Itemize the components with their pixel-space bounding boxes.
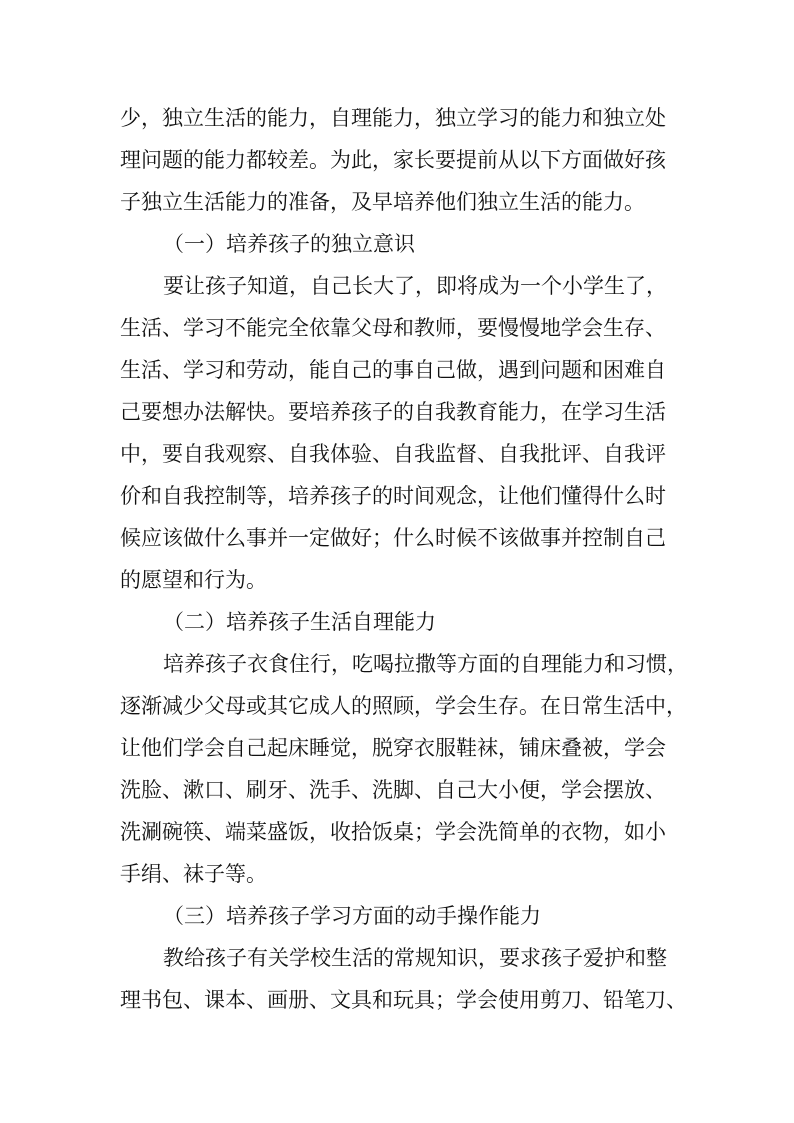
text-line: 候应该做什么事并一定做好；什么时候不该做事并控制自己 (120, 526, 666, 550)
text-line: 生活、学习和劳动，能自己的事自己做，遇到问题和困难自 (120, 358, 666, 382)
section-heading-2: （二）培养孩子生活自理能力 (163, 610, 436, 634)
text-line: 逐渐减少父母或其它成人的照顾，学会生存。在日常生活中， (120, 694, 687, 718)
text-line: 培养孩子衣食住行，吃喝拉撒等方面的自理能力和习惯， (163, 652, 688, 676)
text-line: 生活、学习不能完全依靠父母和教师，要慢慢地学会生存、 (120, 316, 666, 340)
text-line: 洗涮碗筷、端菜盛饭，收拾饭桌；学会洗简单的衣物，如小 (120, 820, 666, 844)
text-line: 己要想办法解快。要培养孩子的自我教育能力，在学习生活 (120, 400, 666, 424)
text-line: 子独立生活能力的准备，及早培养他们独立生活的能力。 (120, 190, 645, 214)
text-line: 少，独立生活的能力，自理能力，独立学习的能力和独立处 (120, 106, 666, 130)
text-line: 手绢、袜子等。 (120, 862, 267, 886)
text-line: 中，要自我观察、自我体验、自我监督、自我批评、自我评 (120, 442, 666, 466)
text-line: 价和自我控制等，培养孩子的时间观念，让他们懂得什么时 (120, 484, 666, 508)
text-line: 要让孩子知道，自己长大了，即将成为一个小学生了， (163, 274, 667, 298)
text-line: 让他们学会自己起床睡觉，脱穿衣服鞋袜，铺床叠被，学会 (120, 736, 666, 760)
section-heading-1: （一）培养孩子的独立意识 (163, 232, 415, 256)
text-line: 理书包、课本、画册、文具和玩具；学会使用剪刀、铅笔刀、 (120, 988, 687, 1012)
text-line: 洗脸、漱口、刷牙、洗手、洗脚、自己大小便，学会摆放、 (120, 778, 666, 802)
text-line: 教给孩子有关学校生活的常规知识，要求孩子爱护和整 (163, 946, 667, 970)
text-line: 理问题的能力都较差。为此，家长要提前从以下方面做好孩 (120, 148, 666, 172)
section-heading-3: （三）培养孩子学习方面的动手操作能力 (163, 904, 541, 928)
text-line: 的愿望和行为。 (120, 568, 267, 592)
